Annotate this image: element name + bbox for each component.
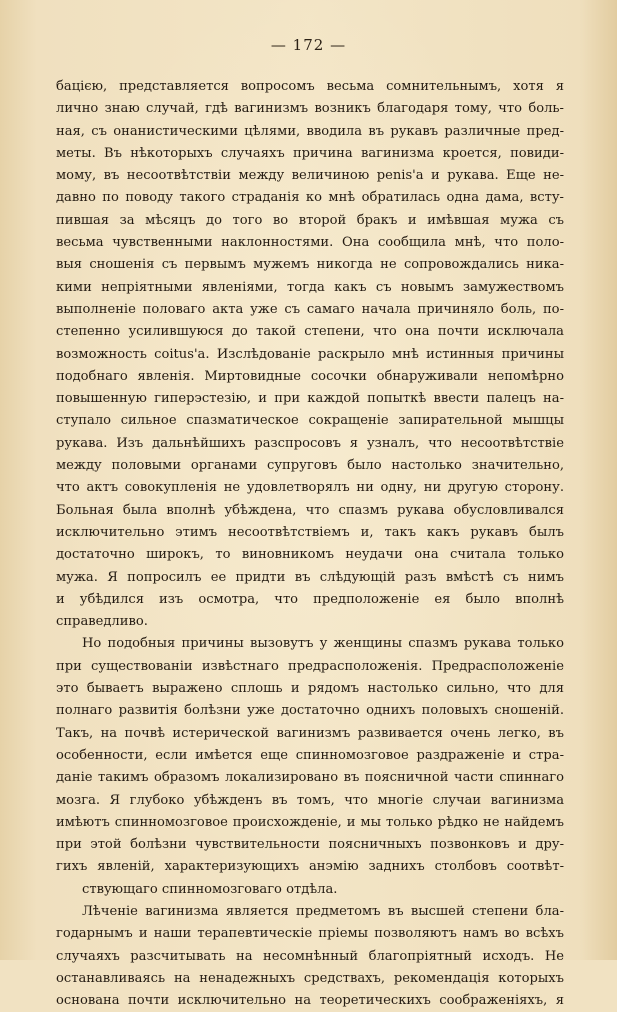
text-line: возможность coitus'а. Изслѣдованіе раскрыло мнѣ истинныя причины: [56, 346, 564, 362]
text-line: что актъ совокупленія не удовлетворялъ ни одну, ни другую сторону.: [56, 480, 564, 496]
text-line: и убѣдился изъ осмотра, что предположеніе ея было вполнѣ: [56, 591, 564, 607]
text-line: лично знаю случай, гдѣ вагинизмъ возникъ благодаря тому, что боль-: [56, 101, 564, 117]
text-line: при этой болѣзни чувствительности поясничныхъ позвонковъ и дру-: [56, 837, 564, 853]
text-line: весьма чувственными наклонностями. Она сообщила мнѣ, что поло-: [56, 235, 564, 251]
text-line: рукава. Изъ дальнѣйшихъ разспросовъ я узналъ, что несоотвѣтствіе: [56, 435, 564, 451]
text-line: справедливо.: [56, 614, 148, 630]
text-line: имѣютъ спинномозговое происхожденіе, и мы только рѣдко не найдемъ: [56, 814, 564, 830]
text-line: выполненіе половаго акта уже съ самаго начала причиняло боль, по-: [56, 301, 564, 317]
text-line: останавливаясь на ненадежныхъ средствахъ, рекомендація которыхъ: [56, 970, 564, 986]
text-line: ная, съ онанистическими цѣлями, вводила въ рукавъ различные пред-: [56, 123, 564, 139]
text-line: мозга. Я глубоко убѣжденъ въ томъ, что многіе случаи вагинизма: [56, 792, 564, 808]
text-line: достаточно широкъ, то виновникомъ неудачи она считала только: [56, 547, 564, 563]
text-line: выя сношенія съ первымъ мужемъ никогда не сопровождались ника-: [56, 257, 564, 273]
text-line: меты. Въ нѣкоторыхъ случаяхъ причина вагинизма кроется, повиди-: [56, 145, 564, 161]
text-line: при существованіи извѣстнаго предрасположенія. Предрасположеніе: [56, 658, 564, 674]
text-line: мому, въ несоотвѣтствіи между величиною penis'а и рукава. Еще не-: [56, 168, 564, 184]
text-line: между половыми органами супруговъ было настолько значительно,: [56, 458, 564, 474]
text-line: Такъ, на почвѣ истерической вагинизмъ развивается очень легко, въ: [56, 725, 564, 741]
text-line: степенно усилившуюся до такой степени, что она почти исключала: [56, 324, 564, 340]
text-line: годарнымъ и наши терапевтическіе пріемы позволяютъ намъ во всѣхъ: [56, 926, 564, 942]
text-line: повышенную гиперэстезію, и при каждой попыткѣ ввести палецъ на-: [56, 391, 564, 407]
text-line: пившая за мѣсяцъ до того во второй бракъ и имѣвшая мужа съ: [56, 212, 564, 228]
text-line: кими непріятными явленіями, тогда какъ съ новымъ замужествомъ: [56, 279, 564, 295]
text-line: полнаго развитія болѣзни уже достаточно однихъ половыхъ сношеній.: [56, 703, 564, 719]
text-line: подобнаго явленія. Миртовидные сосочки обнаруживали непомѣрно: [56, 368, 564, 384]
text-line: это бываетъ выражено сплошь и рядомъ настолько сильно, что для: [56, 681, 564, 697]
text-line: бацією, представляется вопросомъ весьма сомнительнымъ, хотя я: [56, 79, 564, 94]
body-text: [56, 76, 564, 1012]
text-line: ступало сильное спазматическое сокращеніе запирательной мышцы: [56, 413, 564, 429]
text-line: даніе такимъ образомъ локализировано въ поясничной части спиннаго: [56, 770, 564, 786]
text-line: случаяхъ разсчитывать на несомнѣнный благопріятный исходъ. Не: [56, 948, 564, 964]
text-line: основана почти исключительно на теоретическихъ соображеніяхъ, я: [56, 993, 564, 1009]
text-line: исключительно этимъ несоотвѣтствіемъ и, такъ какъ рукавъ былъ: [56, 524, 564, 540]
page-number: — 172 —: [270, 36, 347, 54]
paragraph-2: [56, 633, 564, 901]
paragraph-3: [56, 901, 564, 1012]
text-line: ствующаго спинномозговаго отдѣла.: [82, 881, 338, 897]
text-line: особенности, если имѣется еще спинномозговое раздраженіе и стра-: [56, 747, 564, 763]
text-line: Лѣченіе вагинизма является предметомъ въ высшей степени бла-: [82, 903, 564, 919]
text-line: гихъ явленій, характеризующихъ анэмію заднихъ столбовъ соотвѣт-: [56, 859, 564, 875]
text-line: Но подобныя причины вызовутъ у женщины спазмъ рукава только: [82, 636, 564, 652]
paragraph-1: [56, 76, 564, 633]
text-line: давно по поводу такого страданія ко мнѣ обратилась одна дама, всту-: [56, 190, 564, 206]
text-line: мужа. Я попросилъ ее придти въ слѣдующій разъ вмѣстѣ съ нимъ: [56, 569, 564, 585]
text-line: Больная была вполнѣ убѣждена, что спазмъ рукава обусловливался: [56, 502, 564, 518]
